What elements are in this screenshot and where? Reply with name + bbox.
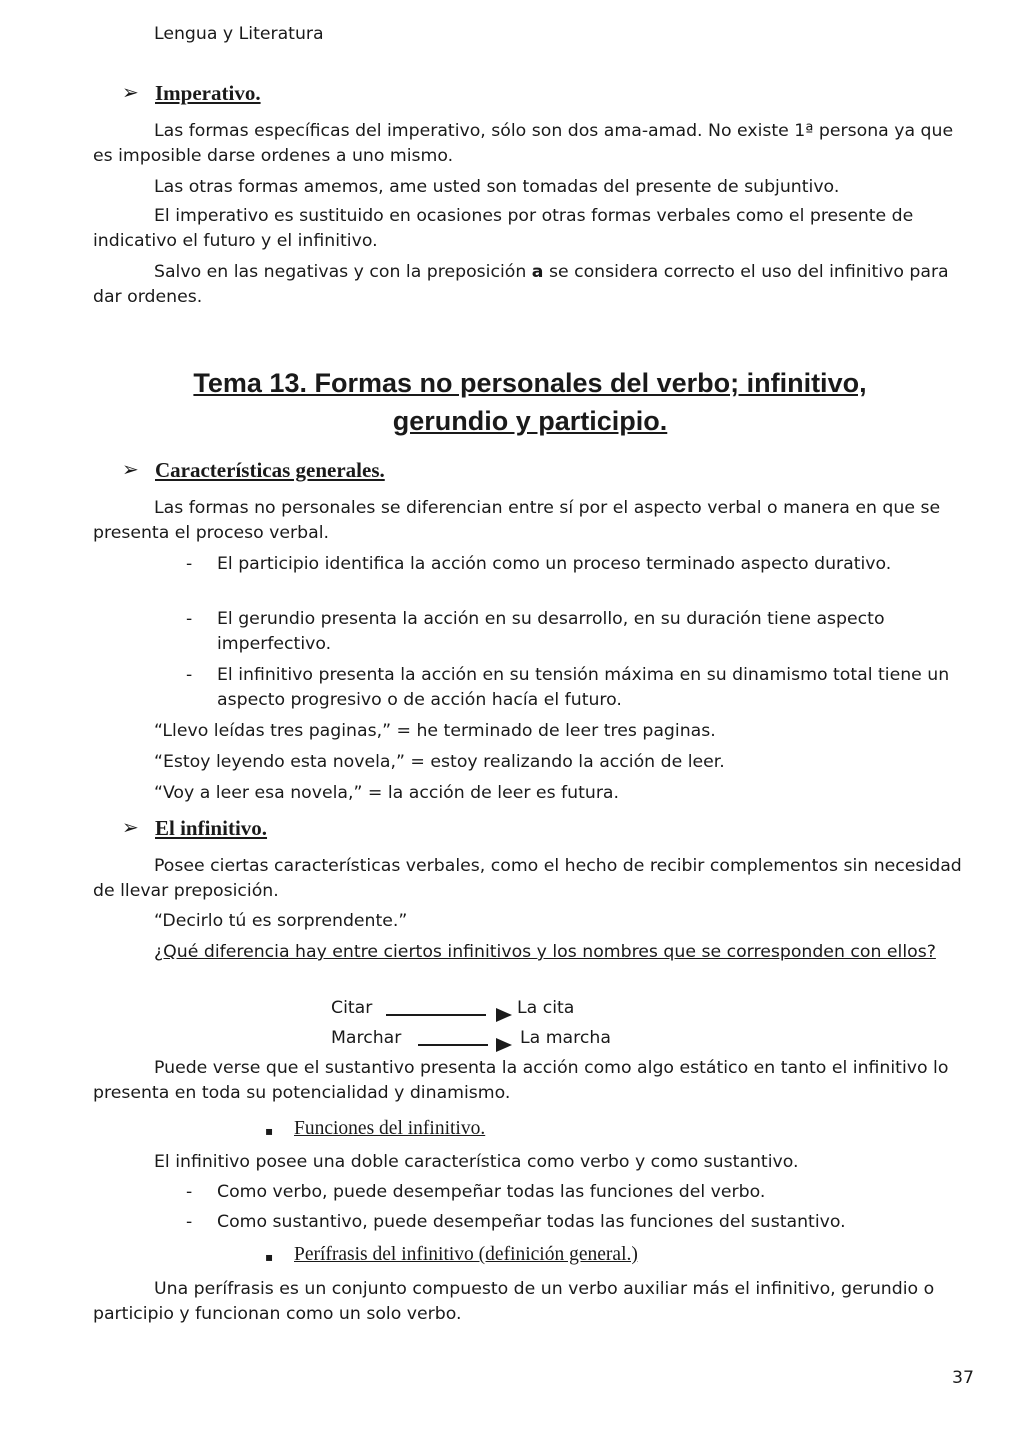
- square-bullet-icon: ▪: [265, 1250, 274, 1264]
- chapter-title-line: Tema 13. Formas no personales del verbo; infinitivo,: [193, 368, 867, 398]
- arrow-right-icon: [496, 1038, 512, 1052]
- list-dash: -: [186, 554, 193, 574]
- quote-line: “Decirlo tú es sorprendente.”: [154, 911, 408, 931]
- list-dash: -: [186, 1182, 193, 1202]
- list-item: El participio identifica la acción como un proceso terminado aspecto durativo.: [217, 554, 892, 574]
- running-header: Lengua y Literatura: [154, 24, 324, 44]
- arrow-line: [386, 1014, 486, 1016]
- paragraph: El infinitivo posee una doble característica como verbo y como sustantivo.: [154, 1152, 799, 1172]
- pair-noun: La marcha: [520, 1028, 611, 1048]
- paragraph: Una perífrasis es un conjunto compuesto de un verbo auxiliar más el infinitivo, gerundio o participio y funcionan como un solo verbo.: [93, 1279, 935, 1324]
- list-dash: -: [186, 609, 193, 629]
- example-line: “Llevo leídas tres paginas,” = he terminado de leer tres paginas.: [154, 721, 716, 741]
- subsection-heading-perifrasis: Perífrasis del infinitivo (definición general.): [294, 1244, 638, 1265]
- arrow-line: [418, 1044, 488, 1046]
- section-heading-infinitivo: El infinitivo.: [155, 816, 268, 840]
- example-line: “Voy a leer esa novela,” = la acción de leer es futura.: [154, 783, 620, 803]
- list-item: El infinitivo presenta la acción en su tensión máxima en su dinamismo total tiene un aspecto progresivo o de acción hacía el futuro.: [217, 665, 950, 710]
- arrow-bullet-icon: ➢: [122, 80, 139, 104]
- paragraph: [93, 260, 973, 310]
- pair-verb: Citar: [331, 998, 373, 1018]
- section-heading-caracteristicas: Características generales.: [155, 458, 385, 482]
- text-run: Salvo en las negativas y con la preposición: [154, 262, 532, 282]
- paragraph: Las formas específicas del imperativo, sólo son dos ama-amad. No existe 1ª persona ya que es imposible darse ordenes a uno mismo.: [93, 121, 954, 166]
- subsection-heading-funciones: Funciones del infinitivo.: [294, 1118, 486, 1139]
- paragraph: Las otras formas amemos, ame usted son tomadas del presente de subjuntivo.: [154, 177, 840, 197]
- text-run: se considera correcto el uso del infinitivo para dar ordenes.: [93, 262, 949, 307]
- pair-noun: La cita: [517, 998, 575, 1018]
- pair-verb: Marchar: [331, 1028, 402, 1048]
- square-bullet-icon: ▪: [265, 1124, 274, 1138]
- arrow-bullet-icon: ➢: [122, 815, 139, 839]
- list-item: Como verbo, puede desempeñar todas las funciones del verbo.: [217, 1182, 766, 1202]
- example-line: “Estoy leyendo esta novela,” = estoy realizando la acción de leer.: [154, 752, 725, 772]
- list-dash: -: [186, 1212, 193, 1232]
- list-item: Como sustantivo, puede desempeñar todas las funciones del sustantivo.: [217, 1212, 846, 1232]
- section-heading-imperativo: Imperativo.: [155, 81, 261, 105]
- chapter-title-line: gerundio y participio.: [392, 406, 668, 436]
- underlined-question: ¿Qué diferencia hay entre ciertos infinitivos y los nombres que se corresponden con ellos?: [154, 942, 936, 962]
- paragraph: Posee ciertas características verbales, como el hecho de recibir complementos sin necesidad de llevar preposición.: [93, 856, 962, 901]
- paragraph: El imperativo es sustituido en ocasiones por otras formas verbales como el presente de indicativo el futuro y el infinitivo.: [93, 206, 914, 251]
- list-dash: -: [186, 665, 193, 685]
- arrow-bullet-icon: ➢: [122, 457, 139, 481]
- page-number: 37: [952, 1368, 974, 1388]
- bold-word: a: [531, 262, 544, 282]
- chapter-title: [130, 364, 930, 440]
- paragraph: Puede verse que el sustantivo presenta la acción como algo estático en tanto el infinitivo lo presenta en toda su potencialidad y dinamismo.: [93, 1058, 949, 1103]
- paragraph: Las formas no personales se diferencian entre sí por el aspecto verbal o manera en que se presenta el proceso verbal.: [93, 498, 941, 543]
- list-item: El gerundio presenta la acción en su desarrollo, en su duración tiene aspecto imperfectivo.: [217, 609, 885, 654]
- arrow-right-icon: [496, 1008, 512, 1022]
